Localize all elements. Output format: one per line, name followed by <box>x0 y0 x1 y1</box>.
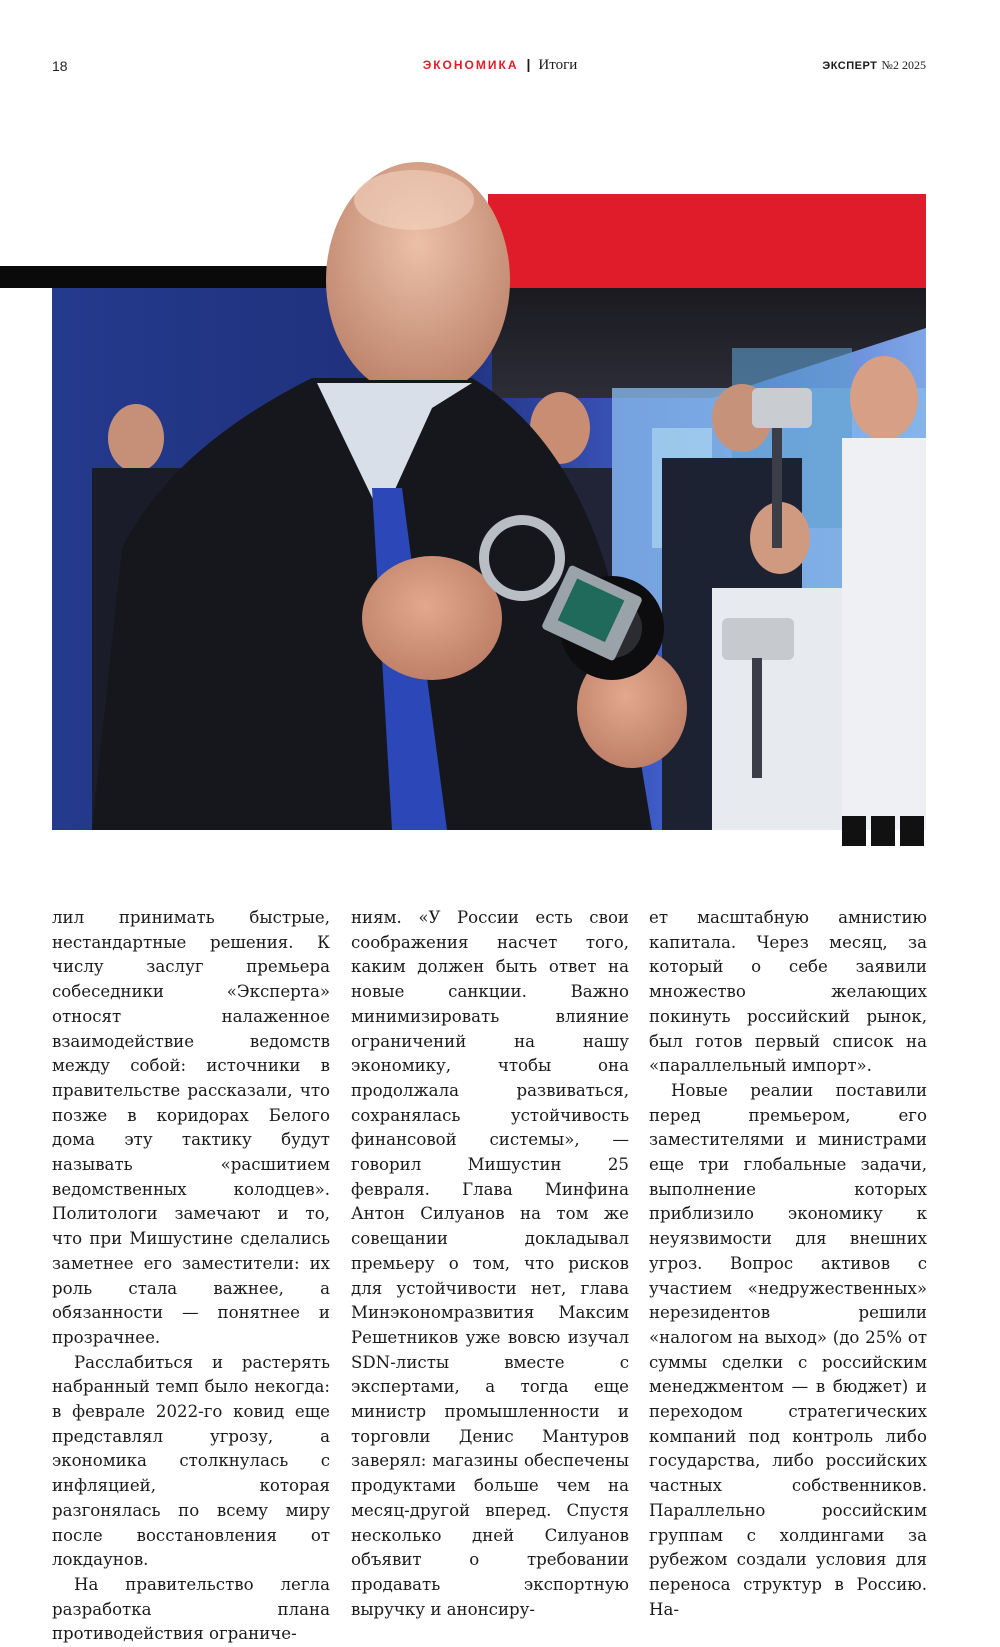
square-mark <box>871 816 895 846</box>
issue-label <box>822 58 926 73</box>
paragraph: На правительство легла разработка плана противодействия ограниче- <box>52 1574 330 1644</box>
page-number: 18 <box>52 58 68 74</box>
article-column-3 <box>649 906 927 1622</box>
article-column-2 <box>351 906 629 1622</box>
paragraph: Расслабиться и растерять набранный темп было некогда: в феврале 2022-го ковид еще представлял угрозу, а экономика столкнулась с инфляцией, которая разгонялась по всему миру после восстановления от локдаунов. <box>52 1352 330 1570</box>
page-header <box>0 56 1000 80</box>
paragraph: лил принимать быстрые, нестандартные решения. К числу заслуг премьера собеседники «Эксперта» относят налаженное взаимодействие ведомств между собой: источники в правительстве рассказали, что позже в коридорах Белого дома эту тактику будут называть «расшитием ведомственных колодцев». Политологи замечают и то, что при Мишустине сделались заметнее его заместители: их роль стала важнее, а обязанности — понятнее и прозрачнее. <box>52 908 330 1347</box>
magazine-name: ЭКСПЕРТ <box>822 60 878 72</box>
red-accent-bar <box>488 194 926 290</box>
square-mark <box>900 816 924 846</box>
paragraph: ет масштабную амнистию капитала. Через месяц, за который о себе заявили множество желающих покинуть российский рынок, был готов первый список на «параллельный импорт». <box>649 908 927 1076</box>
article-column-1 <box>52 906 330 1647</box>
portrait-head-overflow <box>318 140 518 380</box>
rubric-label: ЭКОНОМИКА <box>422 58 519 72</box>
paragraph: ниям. «У России есть свои соображения насчет того, каким должен быть ответ на новые санкции. Важно минимизировать влияние ограничений на нашу экономику, чтобы она продолжала развиваться, сохранялась устойчивость финансовой системы», — говорил Мишустин 25 февраля. Глава Минфина Антон Силуанов на том же совещании докладывал премьеру о том, что рисков для устойчивости нет, глава Минэкономразвития Максим Решетников уже вовсю изучал SDN-листы вместе с экспертами, а тогда еще министр промышленности и торговли Денис Мантуров заверял: магазины обеспечены продуктами больше чем на месяц-другой вперед. Спустя несколько дней Силуанов объявит о требовании продавать экспортную выручку и анонсиру- <box>351 908 629 1619</box>
square-mark <box>842 816 866 846</box>
black-accent-bar <box>0 266 340 288</box>
issue-number: №2 2025 <box>881 58 926 72</box>
paragraph: Новые реалии поставили перед премьером, его заместителями и министрами еще три глобальные задачи, выполнение которых приблизило экономику к неуязвимости для внешних угроз. Вопрос активов с участием «недружественных» нерезидентов решили «налогом на выход» (до 25% от суммы сделки с российским менеджментом — в бюджет) и переходом стратегических компаний под контроль либо государства, либо российских частных собственников. Параллельно российским группам с холдингами за рубежом создали условия для переноса структур в Россию. На- <box>649 1080 927 1619</box>
decorative-squares <box>842 816 929 846</box>
rubric-separator: | <box>526 56 531 72</box>
subrubric-label: Итоги <box>538 57 578 73</box>
